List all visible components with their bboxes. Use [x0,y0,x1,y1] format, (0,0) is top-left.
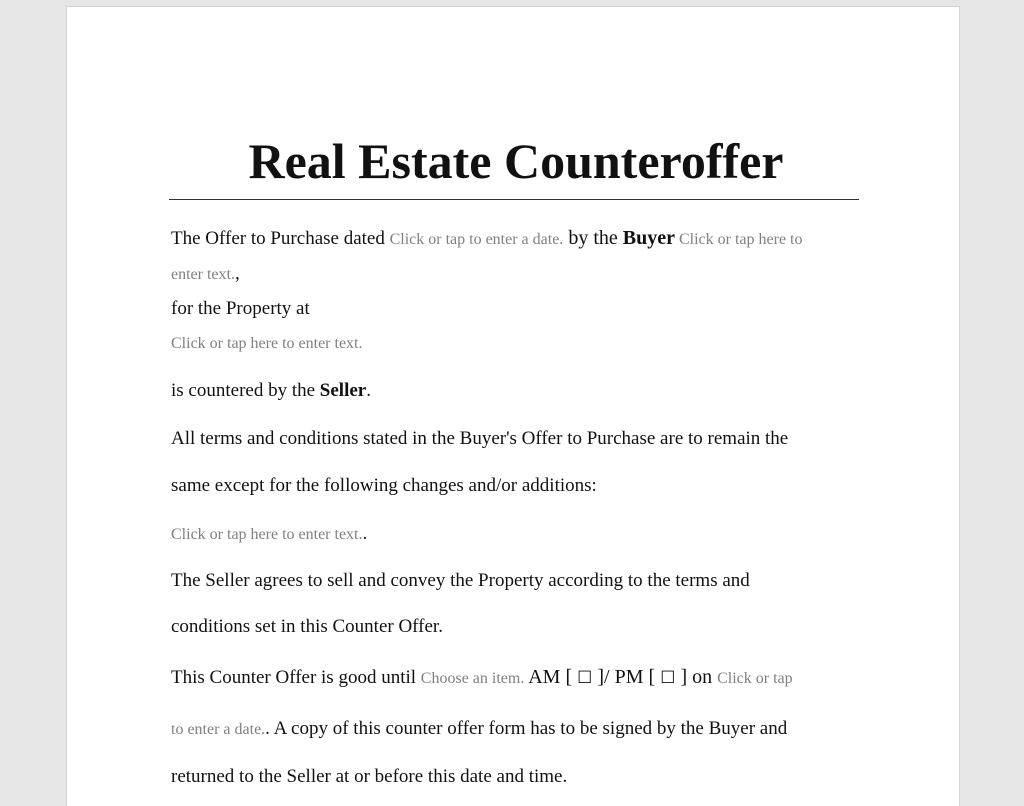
changes-field[interactable]: Click or tap here to enter text. [171,526,363,543]
offer-line-1 [171,226,802,252]
by-the-text: by the [563,227,623,249]
offer-lead-text: The Offer to Purchase dated [171,228,390,249]
pm-label: ]/ PM [ [592,666,661,688]
property-field-line [171,331,362,356]
changes-line [171,522,367,547]
countered-lead-text: is countered by the [171,380,320,401]
property-line [171,297,310,321]
good-until-lead-text: This Counter Offer is good until [171,667,421,688]
agree-line-1 [171,569,750,593]
returned-text: returned to the Seller at or before this date and time. [171,766,568,787]
good-until-line-2 [171,717,787,742]
countered-line [171,379,371,403]
offer-date-field[interactable]: Click or tap to enter a date. [389,231,564,248]
seller-label: Seller [319,380,367,401]
document-page [66,6,960,806]
buyer-label: Buyer [622,227,675,249]
expiry-date-field[interactable]: Click or tap [717,670,793,687]
terms-line-2 [171,474,597,498]
property-address-field[interactable]: Click or tap here to enter text. [171,335,363,352]
good-until-line-3 [171,765,567,789]
comma-text: , [234,263,240,284]
property-lead-text: for the Property at [171,298,310,319]
good-until-line-1 [171,665,793,691]
changes-period: . [362,523,368,544]
document-title: Real Estate Counteroffer [248,133,784,189]
expiry-date-field-continued[interactable]: to enter a date. [171,721,266,738]
am-checkbox[interactable]: ☐ [577,668,593,688]
choose-item-dropdown[interactable]: Choose an item. [420,670,525,687]
agree-line-2 [171,615,443,639]
countered-period: . [366,380,371,401]
agree-text-2: conditions set in this Counter Offer. [171,616,443,637]
on-label: ] on [675,666,718,688]
pm-checkbox[interactable]: ☐ [660,668,676,688]
buyer-name-field[interactable]: Click or tap here to [674,231,803,248]
agree-text-1: The Seller agrees to sell and convey the Property according to the terms and [171,570,750,591]
terms-text-2: same except for the following changes and/or additions: [171,475,597,496]
terms-text-1: All terms and conditions stated in the Buyer's Offer to Purchase are to remain the [171,428,789,449]
terms-line-1 [171,427,788,451]
offer-line-2 [171,262,240,287]
copy-text: . A copy of this counter offer form has to be signed by the Buyer and [265,718,788,739]
buyer-name-field-continued[interactable]: enter text. [171,266,235,283]
am-label: AM [ [524,666,578,688]
title-divider [169,199,859,200]
